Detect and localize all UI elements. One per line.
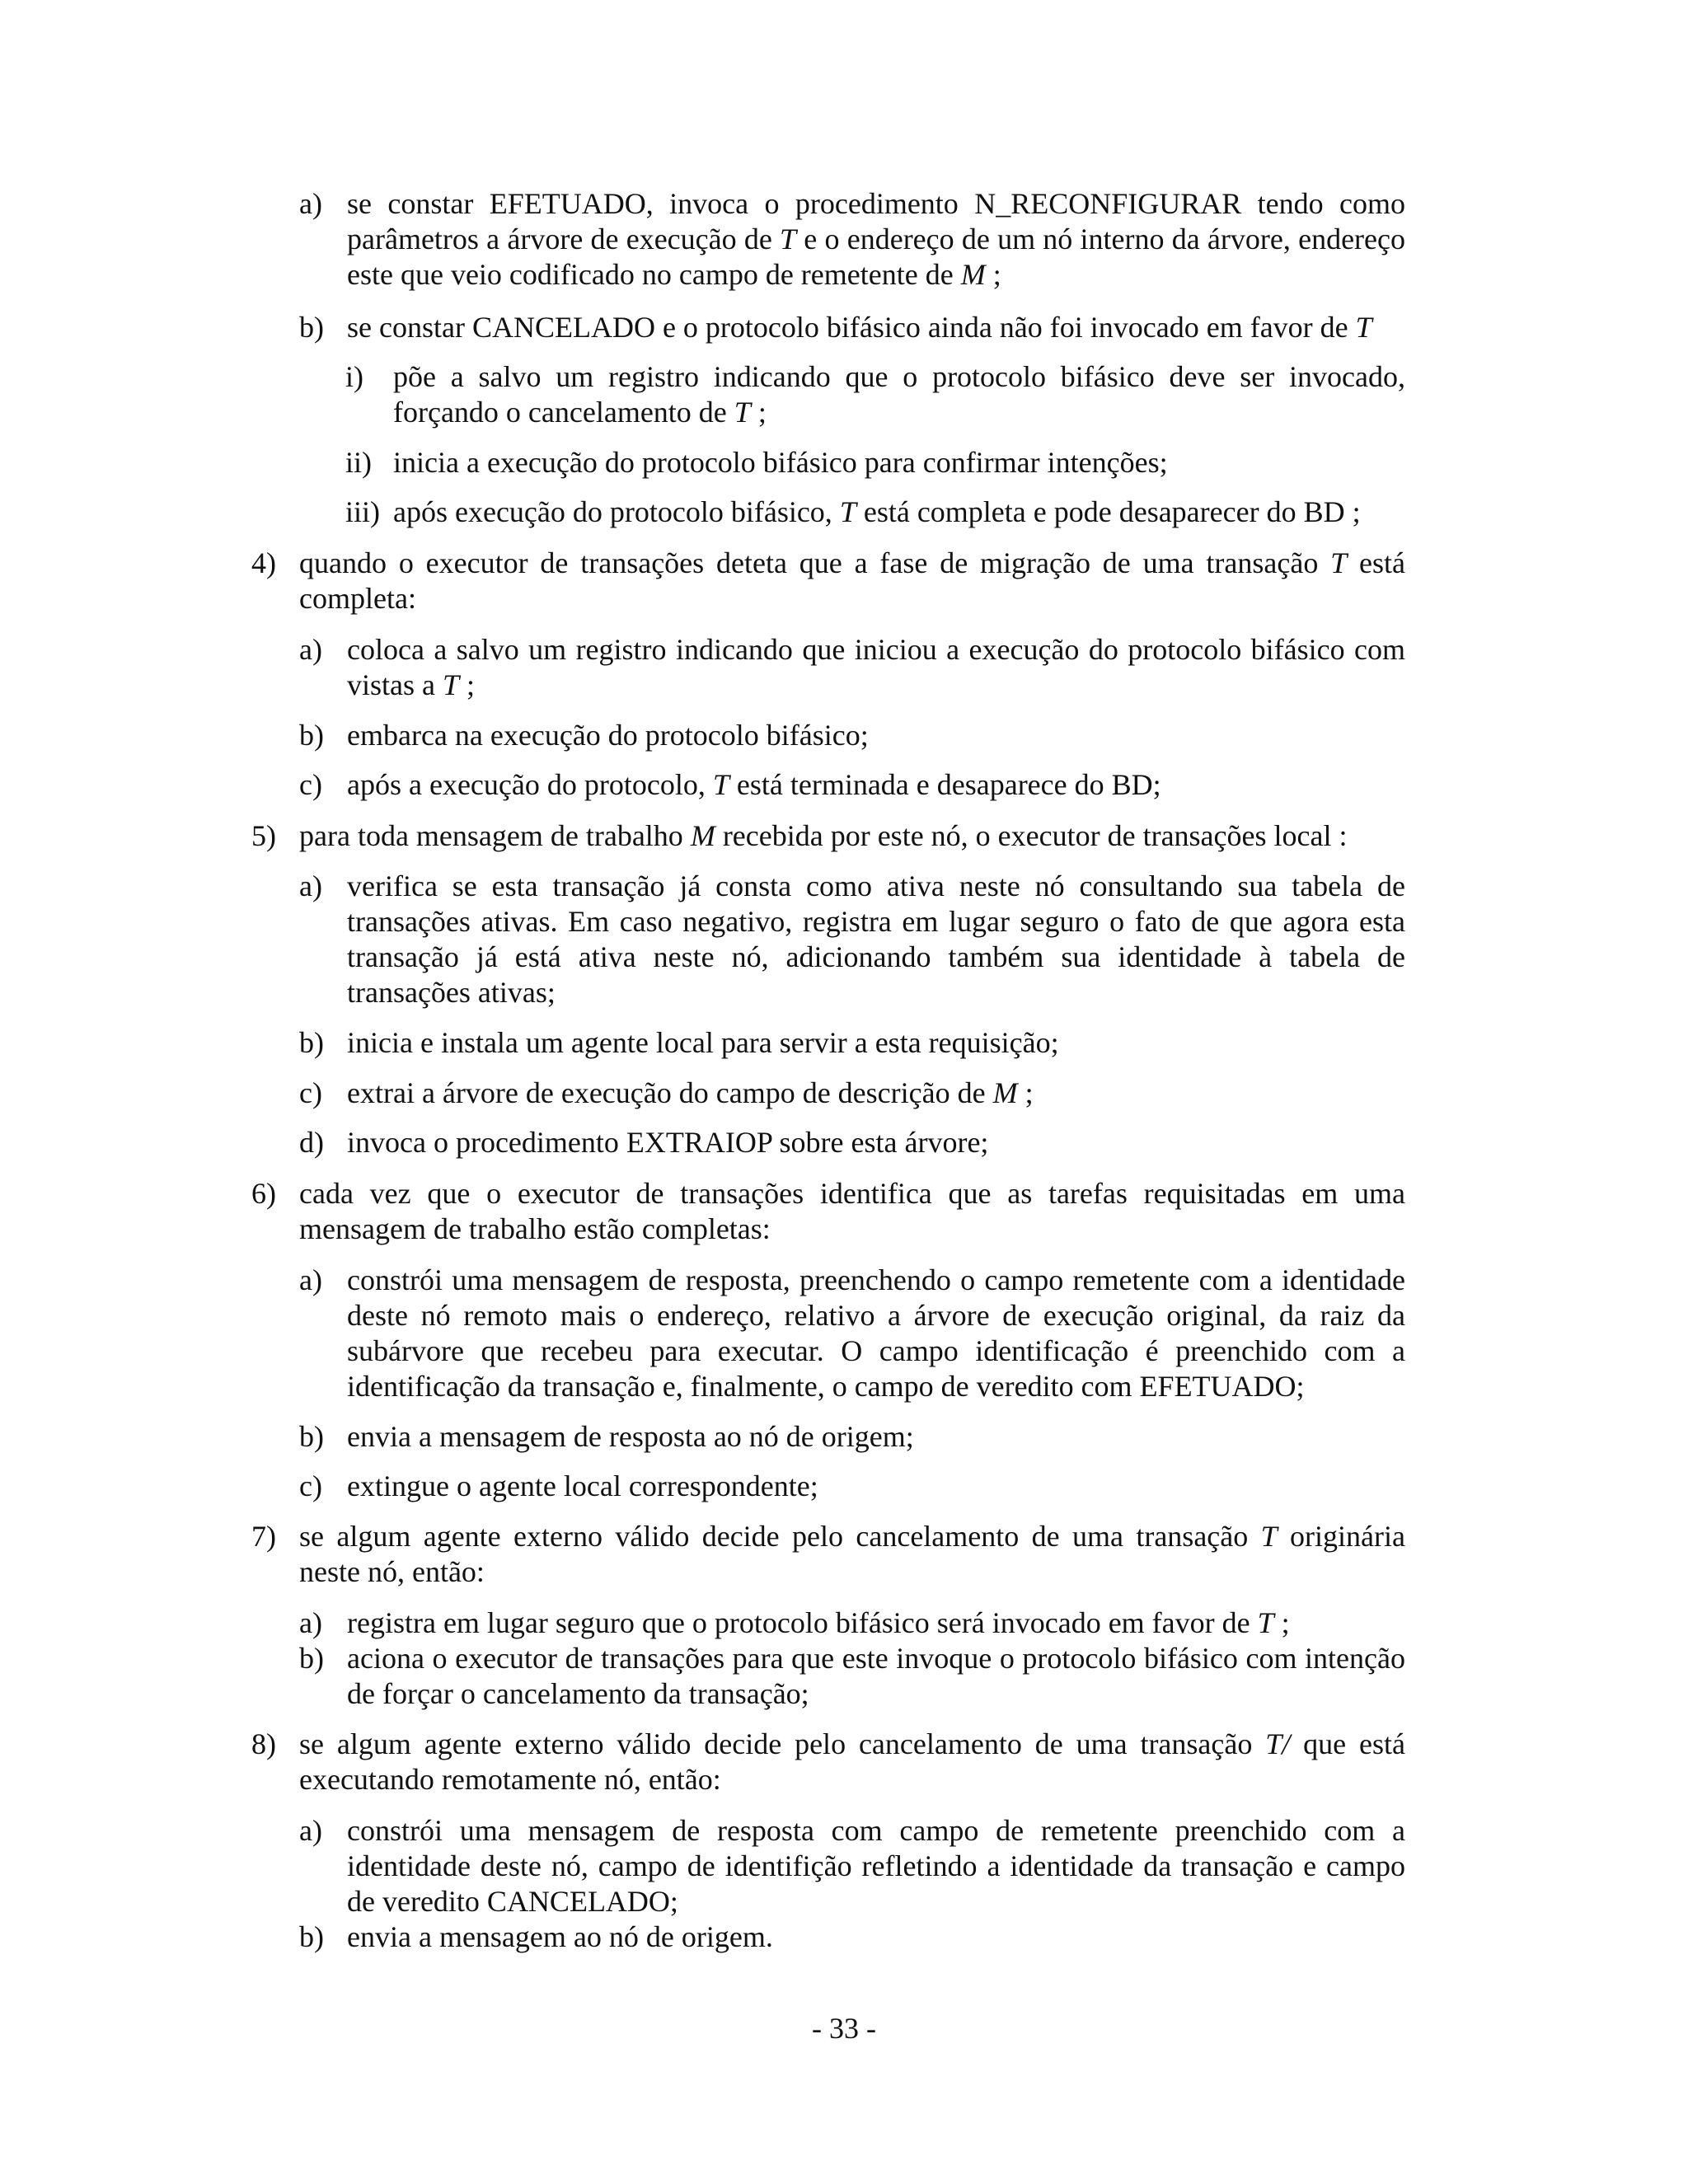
item-label: ii) bbox=[345, 446, 372, 479]
item-label: 5) bbox=[251, 819, 276, 852]
item-text: envia a mensagem de resposta ao nó de origem; bbox=[347, 1420, 914, 1453]
list-item-5b bbox=[299, 1025, 1405, 1061]
list-item-3a bbox=[299, 186, 1405, 293]
item-label: d) bbox=[299, 1126, 324, 1159]
item-text: registra em lugar seguro que o protocolo bifásico será invocado em favor de T ; bbox=[347, 1606, 1290, 1639]
item-text: após a execução do protocolo, T está terminada e desaparece do BD; bbox=[347, 768, 1161, 801]
item-label: 6) bbox=[251, 1177, 276, 1210]
item-label: c) bbox=[299, 1076, 322, 1109]
list-item-4b bbox=[299, 718, 1405, 753]
list-item-6a bbox=[299, 1263, 1405, 1404]
list-item-5d bbox=[299, 1125, 1405, 1160]
item-text: cada vez que o executor de transações identifica que as tarefas requisitadas em uma mensagem de trabalho estão completas: bbox=[299, 1177, 1405, 1245]
item-label: a) bbox=[299, 1814, 322, 1847]
list-item-4a bbox=[299, 632, 1405, 703]
list-item-8b bbox=[299, 1919, 1405, 1955]
item-label: b) bbox=[299, 311, 324, 344]
list-item-3b-iii bbox=[345, 494, 1405, 530]
list-item-7b bbox=[299, 1641, 1405, 1712]
item-label: b) bbox=[299, 719, 324, 752]
item-label: i) bbox=[345, 360, 363, 393]
item-text: invoca o procedimento EXTRAIOP sobre esta árvore; bbox=[347, 1126, 989, 1159]
item-label: b) bbox=[299, 1420, 324, 1453]
list-item-6c bbox=[299, 1469, 1405, 1504]
item-text: aciona o executor de transações para que este invoque o protocolo bifásico com intenção de forçar o cancelamento da transação; bbox=[347, 1642, 1405, 1710]
list-item-5 bbox=[251, 818, 1405, 854]
list-item-4 bbox=[251, 546, 1405, 616]
item-text: coloca a salvo um registro indicando que iniciou a execução do protocolo bifásico com vistas a T ; bbox=[347, 633, 1405, 701]
item-label: a) bbox=[299, 633, 322, 666]
item-label: a) bbox=[299, 1263, 322, 1296]
item-text: se algum agente externo válido decide pelo cancelamento de uma transação T originária neste nó, então: bbox=[299, 1520, 1405, 1588]
list-item-3b bbox=[299, 310, 1405, 345]
item-text: extrai a árvore de execução do campo de descrição de M ; bbox=[347, 1076, 1034, 1109]
item-label: c) bbox=[299, 768, 322, 801]
list-item-6 bbox=[251, 1176, 1405, 1247]
item-label: c) bbox=[299, 1469, 322, 1502]
list-item-7a bbox=[299, 1605, 1405, 1641]
item-text: inicia e instala um agente local para servir a esta requisição; bbox=[347, 1026, 1059, 1059]
item-label: a) bbox=[299, 1606, 322, 1639]
list-item-4c bbox=[299, 767, 1405, 803]
item-text: constrói uma mensagem de resposta com campo de remetente preenchido com a identidade deste nó, campo de identifição refletindo a identidade da transação e campo de veredito CANCELADO; bbox=[347, 1814, 1405, 1918]
item-text: se constar CANCELADO e o protocolo bifásico ainda não foi invocado em favor de T bbox=[347, 311, 1372, 344]
item-text: embarca na execução do protocolo bifásico; bbox=[347, 719, 869, 752]
item-text: põe a salvo um registro indicando que o protocolo bifásico deve ser invocado, forçando o cancelamento de T ; bbox=[393, 360, 1405, 429]
item-label: b) bbox=[299, 1642, 324, 1675]
list-item-8a bbox=[299, 1813, 1405, 1919]
item-text: se algum agente externo válido decide pelo cancelamento de uma transação T/ que está executando remotamente nó, então: bbox=[299, 1727, 1405, 1796]
list-item-5c bbox=[299, 1076, 1405, 1111]
list-item-3b-i bbox=[345, 359, 1405, 430]
item-label: 7) bbox=[251, 1520, 276, 1553]
item-label: a) bbox=[299, 869, 322, 902]
item-label: 4) bbox=[251, 546, 276, 579]
list-item-7 bbox=[251, 1519, 1405, 1590]
list-item-8 bbox=[251, 1727, 1405, 1797]
item-text: se constar EFETUADO, invoca o procedimento N_RECONFIGURAR tendo como parâmetros a árvore de execução de T e o endereço de um nó interno da árvore, endereço este que veio codificado no campo de remetente de M ; bbox=[347, 187, 1405, 291]
item-text: quando o executor de transações deteta que a fase de migração de uma transação T está completa: bbox=[299, 546, 1406, 615]
item-label: b) bbox=[299, 1920, 324, 1953]
item-text: para toda mensagem de trabalho M recebida por este nó, o executor de transações local : bbox=[299, 819, 1348, 852]
item-label: a) bbox=[299, 187, 322, 220]
page-number: - 33 - bbox=[812, 2012, 876, 2045]
item-label: 8) bbox=[251, 1727, 276, 1760]
list-item-3b-ii bbox=[345, 445, 1405, 480]
item-text: verifica se esta transação já consta como ativa neste nó consultando sua tabela de transações ativas. Em caso negativo, registra em lugar seguro o fato de que agora esta transação já está ativa neste nó, adicionando também sua identidade à tabela de transações ativas; bbox=[347, 869, 1405, 1009]
item-text: constrói uma mensagem de resposta, preenchendo o campo remetente com a identidade deste nó remoto mais o endereço, relativo a árvore de execução original, da raiz da subárvore que recebeu para executar. O campo identificação é preenchido com a identificação da transação e, finalmente, o campo de veredito com EFETUADO; bbox=[347, 1263, 1405, 1403]
item-text: extingue o agente local correspondente; bbox=[347, 1469, 818, 1502]
item-label: b) bbox=[299, 1026, 324, 1059]
list-item-5a bbox=[299, 869, 1405, 1010]
item-text: após execução do protocolo bifásico, T está completa e pode desaparecer do BD ; bbox=[393, 495, 1361, 528]
item-text: envia a mensagem ao nó de origem. bbox=[347, 1920, 773, 1953]
item-label: iii) bbox=[345, 495, 380, 528]
list-item-6b bbox=[299, 1419, 1405, 1455]
item-text: inicia a execução do protocolo bifásico para confirmar intenções; bbox=[393, 446, 1168, 479]
